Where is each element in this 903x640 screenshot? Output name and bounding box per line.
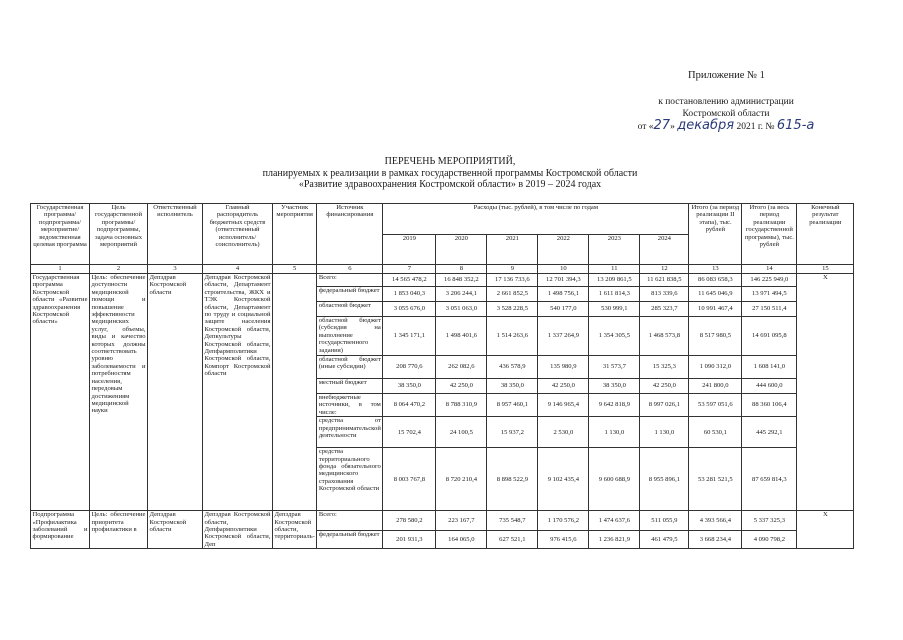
value-cell: 9 642 818,9 [589, 394, 640, 417]
value-cell: 1 474 637,6 [589, 511, 640, 531]
value-cell: 13 209 861,5 [589, 274, 640, 287]
value-cell: 42 250,0 [538, 379, 589, 394]
value-cell: 3 055 676,0 [383, 302, 436, 317]
value-cell: 53 597 051,6 [689, 394, 742, 417]
program-cell: Государственная программа Костромской области «Развитие здравоохранения Костромской области» [31, 274, 90, 511]
value-cell: 444 600,0 [742, 379, 797, 394]
value-cell: 87 659 814,3 [742, 448, 797, 511]
source-cell: внебюджетные источники, в том числе: [318, 394, 381, 416]
col-index: 8 [436, 265, 487, 274]
value-cell: 2 661 852,5 [487, 287, 538, 302]
value-cell: 201 931,3 [383, 531, 436, 549]
header-year: 2021 [487, 234, 538, 265]
value-cell: 4 393 566,4 [689, 511, 742, 531]
col-index: 3 [148, 265, 203, 274]
header-year: 2019 [383, 234, 436, 265]
value-cell: 146 225 949,0 [742, 274, 797, 287]
header-row-1 [31, 204, 854, 235]
date-prefix: от « [637, 122, 654, 132]
value-cell: 1 337 264,9 [538, 317, 589, 356]
value-cell: 53 281 521,5 [689, 448, 742, 511]
approval-line-1: к постановлению администрации [658, 97, 794, 107]
col-index: 10 [538, 265, 589, 274]
value-cell: 42 250,0 [640, 379, 689, 394]
source-cell: Всего: [317, 511, 383, 531]
value-cell: 14 565 478,2 [383, 274, 436, 287]
value-cell: 8 788 310,9 [436, 394, 487, 417]
value-cell: 86 083 658,3 [689, 274, 742, 287]
col-index: 2 [90, 265, 148, 274]
source-cell: Всего: [317, 274, 383, 287]
header-year: 2024 [640, 234, 689, 265]
value-cell: 9 146 965,4 [538, 394, 589, 417]
value-cell: 1 853 040,3 [383, 287, 436, 302]
header-goal: Цель государственной программы/ подпрограммы, задача основных мероприятий [90, 204, 148, 265]
value-cell: 627 521,1 [487, 531, 538, 549]
col-index: 4 [203, 265, 273, 274]
year-text: 2021 г. № [736, 122, 775, 132]
source-cell: федеральный бюджет [317, 287, 383, 302]
goal-cell: Цель: обеспечение доступности медицинской помощи и повышение эффективности медицинских услуг, объемы, виды и качество которых должны соответствовать уровню заболеваемости и потребностям населения, передовым достижениям медицинской науки [90, 274, 148, 511]
value-cell: 223 167,7 [436, 511, 487, 531]
value-cell: 9 600 688,9 [589, 448, 640, 511]
source-cell: областной бюджет [317, 302, 383, 317]
goal-cell: Цель: обеспечение приоритета профилактики в [90, 511, 148, 549]
header-expenses-group: Расходы (тыс. рублей), в том числе по годам [383, 204, 689, 235]
value-cell: 976 415,6 [538, 531, 589, 549]
header-year: 2023 [589, 234, 640, 265]
value-cell: 38 350,0 [383, 379, 436, 394]
value-cell: 3 528 228,5 [487, 302, 538, 317]
handwritten-number: 615-а [776, 118, 815, 133]
col-index: 6 [317, 265, 383, 274]
data-row [31, 511, 854, 531]
value-cell: 8 997 026,1 [640, 394, 689, 417]
value-cell: 8 898 522,9 [487, 448, 538, 511]
value-cell: 1 611 814,3 [589, 287, 640, 302]
handwritten-day: 27 [653, 118, 671, 133]
date-close-quote: » [670, 122, 675, 132]
value-cell: 9 102 435,4 [538, 448, 589, 511]
value-cell: 1 090 312,0 [689, 356, 742, 379]
value-cell: 15 702,4 [383, 417, 436, 448]
col-index: 13 [689, 265, 742, 274]
header-participant: Участник мероприятия [273, 204, 317, 265]
col-index: 15 [797, 265, 854, 274]
data-row [31, 274, 854, 287]
value-cell: 8 517 980,5 [689, 317, 742, 356]
value-cell: 1 514 263,6 [487, 317, 538, 356]
manager-cell: Депздрав Костромской области, Депфармполитики Костромской области, Деп [204, 511, 271, 548]
header-total-all: Итого (за весь период реализации государственной программы), тыс. рублей [742, 204, 797, 265]
value-cell: 24 100,5 [436, 417, 487, 448]
col-index: 14 [742, 265, 797, 274]
value-cell: 8 720 210,4 [436, 448, 487, 511]
approval-line-2: Костромской области [682, 109, 770, 119]
col-index: 1 [31, 265, 90, 274]
value-cell: 135 980,9 [538, 356, 589, 379]
approval-block [636, 96, 816, 133]
header-source: Источник финансирования [317, 204, 383, 265]
source-cell: средства от предпринимательской деятельности [317, 417, 383, 448]
value-cell: 31 573,7 [589, 356, 640, 379]
result-cell: Х [797, 274, 854, 511]
value-cell: 1 498 401,6 [436, 317, 487, 356]
value-cell: 436 578,9 [487, 356, 538, 379]
value-cell: 38 350,0 [487, 379, 538, 394]
col-index: 9 [487, 265, 538, 274]
value-cell: 3 206 244,1 [436, 287, 487, 302]
value-cell: 278 580,2 [383, 511, 436, 531]
col-index: 7 [383, 265, 436, 274]
source-cell: областной бюджет (иные субсидии) [317, 356, 383, 379]
value-cell: 3 051 063,0 [436, 302, 487, 317]
value-cell: 27 150 511,4 [742, 302, 797, 317]
value-cell: 2 530,0 [538, 417, 589, 448]
participant-cell [273, 274, 317, 511]
col-index: 12 [640, 265, 689, 274]
value-cell: 60 530,1 [689, 417, 742, 448]
value-cell: 38 350,0 [589, 379, 640, 394]
header-program: Государственная программа/ подпрограмма/ мероприятие/ ведомственная целевая программа [31, 204, 90, 265]
value-cell: 10 991 467,4 [689, 302, 742, 317]
value-cell: 8 955 896,1 [640, 448, 689, 511]
value-cell: 1 608 141,0 [742, 356, 797, 379]
value-cell: 8 003 767,8 [383, 448, 436, 511]
value-cell: 1 345 171,1 [383, 317, 436, 356]
source-cell: федеральный бюджет [317, 531, 383, 549]
manager-cell: Депздрав Костромской области, Департамент строительства, ЖКХ и ТЭК Костромской области, Департамент по труду и социальной защите населения Костромской области, Депкультуры Костромской области, Депфармполитики Костромской области, Компорт Костромской области [203, 274, 273, 511]
value-cell: 15 937,2 [487, 417, 538, 448]
value-cell: 16 848 352,2 [436, 274, 487, 287]
value-cell: 42 250,0 [436, 379, 487, 394]
value-cell: 14 691 095,8 [742, 317, 797, 356]
value-cell: 262 082,6 [436, 356, 487, 379]
value-cell: 13 971 494,5 [742, 287, 797, 302]
value-cell: 285 323,7 [640, 302, 689, 317]
value-cell: 1 130,0 [589, 417, 640, 448]
value-cell: 1 468 573,8 [640, 317, 689, 356]
approval-date-line [636, 120, 816, 133]
value-cell: 813 339,6 [640, 287, 689, 302]
value-cell: 15 325,3 [640, 356, 689, 379]
source-cell: местный бюджет [317, 379, 383, 394]
value-cell: 511 055,9 [640, 511, 689, 531]
value-cell: 1 354 305,5 [589, 317, 640, 356]
value-cell: 530 999,1 [589, 302, 640, 317]
col-index: 11 [589, 265, 640, 274]
title-line-2: планируемых к реализации в рамках государственной программы Костромской области [262, 167, 638, 179]
participant-cell: Депздрав Костромской области, территориаль- [273, 511, 317, 549]
value-cell: 8 957 460,1 [487, 394, 538, 417]
block-program [31, 274, 854, 511]
value-cell: 164 065,0 [436, 531, 487, 549]
value-cell: 5 337 325,3 [742, 511, 797, 531]
value-cell: 8 064 470,2 [383, 394, 436, 417]
title-line-3: «Развитие здравоохранения Костромской области» в 2019 – 2024 годах [298, 179, 602, 190]
responsible-cell: Депздрав Костромской области [148, 274, 203, 511]
source-cell: областной бюджет (субсидия на выполнение государственного задания) [318, 317, 381, 354]
result-cell: Х [797, 511, 854, 549]
value-cell: 11 621 838,5 [640, 274, 689, 287]
value-cell: 461 479,5 [640, 531, 689, 549]
value-cell: 445 292,1 [742, 417, 797, 448]
value-cell: 4 090 798,2 [742, 531, 797, 549]
value-cell: 1 130,0 [640, 417, 689, 448]
appendix-title: Приложение № 1 [688, 70, 765, 81]
source-cell: средства территориального фонда обязательного медицинского страхования Костромской области [317, 448, 383, 511]
document-title [200, 156, 700, 191]
header-result: Конечный результат реализации [797, 204, 854, 265]
header-year: 2020 [436, 234, 487, 265]
col-index: 5 [273, 265, 317, 274]
title-line-1: ПЕРЕЧЕНЬ МЕРОПРИЯТИЙ, [384, 156, 516, 167]
value-cell: 12 701 394,3 [538, 274, 589, 287]
value-cell: 17 136 733,6 [487, 274, 538, 287]
value-cell: 11 645 046,9 [689, 287, 742, 302]
value-cell: 1 170 576,2 [538, 511, 589, 531]
header-responsible: Ответственный исполнитель [148, 204, 203, 265]
value-cell: 241 800,0 [689, 379, 742, 394]
header-year: 2022 [538, 234, 589, 265]
block-subprogram [31, 511, 854, 549]
value-cell: 1 236 821,9 [589, 531, 640, 549]
responsible-cell: Депздрав Костромской области [148, 511, 203, 549]
measures-table [30, 203, 854, 549]
value-cell: 735 548,7 [487, 511, 538, 531]
value-cell: 88 360 106,4 [742, 394, 797, 417]
header-total-stage: Итого (за период реализации II этапа), тыс. рублей [689, 204, 742, 265]
value-cell: 3 668 234,4 [689, 531, 742, 549]
handwritten-month: декабря [677, 118, 735, 133]
value-cell: 1 498 756,1 [538, 287, 589, 302]
value-cell: 540 177,0 [538, 302, 589, 317]
header-manager: Главный распорядитель бюджетных средств (ответственный исполнитель/ соисполнитель) [203, 204, 273, 265]
program-cell: Подпрограмма «Профилактика заболеваний и формирование [31, 511, 90, 549]
value-cell: 208 770,6 [383, 356, 436, 379]
column-index-row [31, 265, 854, 274]
